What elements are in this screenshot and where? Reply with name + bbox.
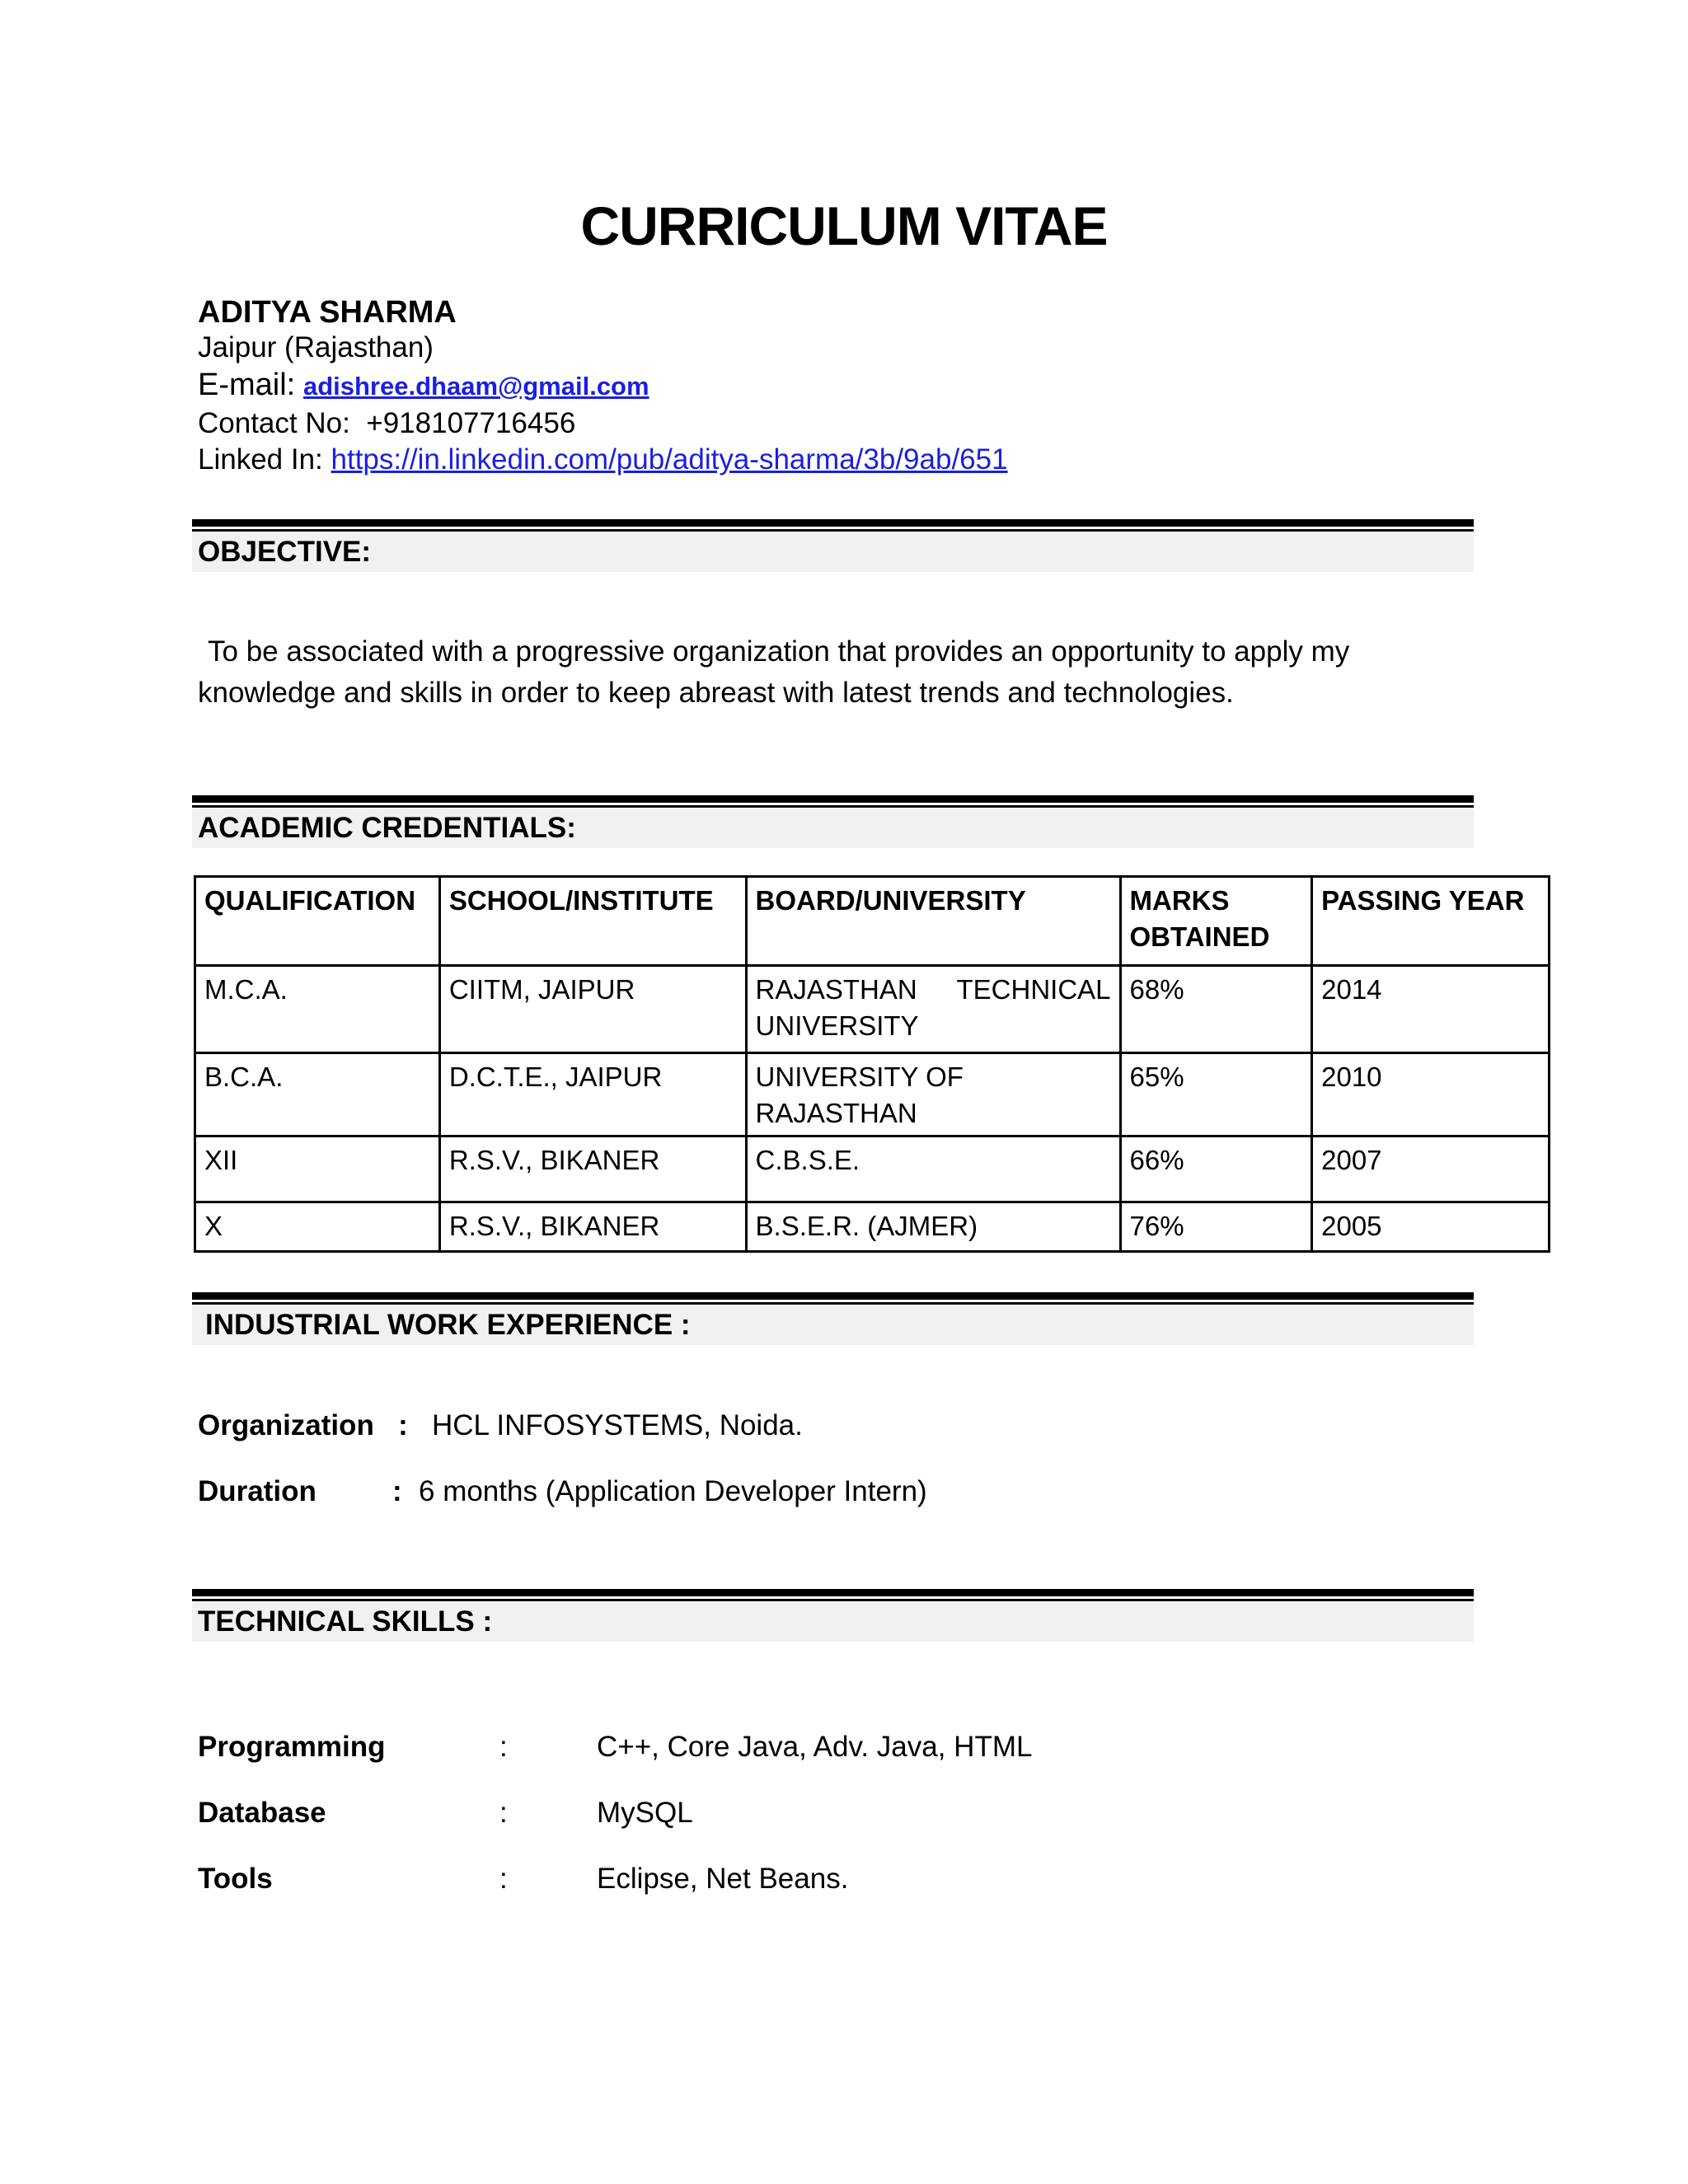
address: Jaipur (Rajasthan) — [198, 331, 434, 363]
section-rule — [192, 795, 1474, 803]
skill-value: C++, Core Java, Adv. Java, HTML — [597, 1731, 1033, 1763]
academic-heading: ACADEMIC CREDENTIALS: — [192, 808, 1474, 848]
academic-table — [194, 875, 1550, 1253]
column-header: MARKS OBTAINED — [1120, 877, 1312, 966]
linkedin-line — [198, 443, 1008, 476]
column-header: SCHOOL/INSTITUTE — [439, 877, 746, 966]
contact-label: Contact No: — [198, 407, 350, 439]
table-cell: R.S.V., BIKANER — [439, 1202, 746, 1252]
duration-label: Duration — [198, 1475, 316, 1507]
objective-text: To be associated with a progressive organization that provides an opportunity to apply my knowledge and skills in order to keep abreast with latest trends and technologies. — [198, 635, 1350, 709]
table-cell: XII — [195, 1137, 440, 1202]
table-cell: 65% — [1120, 1053, 1312, 1137]
skill-colon: : — [499, 1863, 508, 1895]
skills-heading: TECHNICAL SKILLS : — [192, 1602, 1474, 1642]
table-cell: 76% — [1120, 1202, 1312, 1252]
skill-label: Database — [198, 1797, 326, 1829]
skill-value: Eclipse, Net Beans. — [597, 1863, 849, 1895]
table-cell: B.C.A. — [195, 1053, 440, 1137]
table-cell: X — [195, 1202, 440, 1252]
objective-heading: OBJECTIVE: — [192, 532, 1474, 572]
skill-value: MySQL — [597, 1797, 693, 1829]
table-header-row — [195, 877, 1550, 966]
column-header: PASSING YEAR — [1312, 877, 1550, 966]
section-rule — [192, 1599, 1474, 1601]
duration-line: Duration : 6 months (Application Developer Intern) — [198, 1475, 927, 1507]
section-rule — [192, 805, 1474, 808]
table-cell: M.C.A. — [195, 966, 440, 1053]
table-row — [195, 966, 1550, 1053]
table-cell: 68% — [1120, 966, 1312, 1053]
skills-list — [198, 1731, 1434, 1945]
organization-line: Organization : HCL INFOSYSTEMS, Noida. — [198, 1409, 803, 1441]
table-cell: RAJASTHAN TECHNICAL UNIVERSITY — [746, 966, 1120, 1053]
table-cell: 2005 — [1312, 1202, 1550, 1252]
page-title: CURRICULUM VITAE — [580, 195, 1108, 256]
table-cell: 2014 — [1312, 966, 1550, 1053]
column-header: QUALIFICATION — [195, 877, 440, 966]
organization-value: HCL INFOSYSTEMS, Noida. — [431, 1409, 803, 1441]
section-rule — [192, 519, 1474, 527]
table-row — [195, 1137, 1550, 1202]
linkedin-label: Linked In: — [198, 443, 323, 476]
organization-label: Organization — [198, 1409, 374, 1441]
table-cell: C.B.S.E. — [746, 1137, 1120, 1202]
table-row — [195, 1202, 1550, 1252]
table-cell: D.C.T.E., JAIPUR — [439, 1053, 746, 1137]
section-rule — [192, 1302, 1474, 1305]
table-cell: B.S.E.R. (AJMER) — [746, 1202, 1120, 1252]
skill-colon: : — [499, 1731, 508, 1763]
contact-line — [198, 407, 575, 440]
skill-label: Programming — [198, 1731, 386, 1763]
linkedin-link[interactable]: https://in.linkedin.com/pub/aditya-sharma/3b/9ab/651 — [331, 443, 1008, 476]
table-cell: 2010 — [1312, 1053, 1550, 1137]
table-cell: 66% — [1120, 1137, 1312, 1202]
column-header: BOARD/UNIVERSITY — [746, 877, 1120, 966]
skill-colon: : — [499, 1797, 508, 1829]
table-cell: UNIVERSITY OF RAJASTHAN — [746, 1053, 1120, 1137]
table-cell: CIITM, JAIPUR — [439, 966, 746, 1053]
duration-value: 6 months (Application Developer Intern) — [419, 1475, 927, 1507]
email-label: E-mail: — [198, 368, 296, 402]
email-link[interactable]: adishree.dhaam@gmail.com — [302, 372, 649, 401]
skill-label: Tools — [198, 1863, 273, 1895]
table-cell: 2007 — [1312, 1137, 1550, 1202]
section-rule — [192, 529, 1474, 532]
section-rule — [192, 1589, 1474, 1596]
candidate-name: ADITYA SHARMA — [198, 295, 457, 330]
section-rule — [192, 1292, 1474, 1300]
table-row — [195, 1053, 1550, 1137]
experience-heading: INDUSTRIAL WORK EXPERIENCE : — [192, 1305, 1474, 1345]
contact-number: +918107716456 — [366, 407, 576, 439]
email-line — [198, 368, 649, 403]
table-cell: R.S.V., BIKANER — [439, 1137, 746, 1202]
